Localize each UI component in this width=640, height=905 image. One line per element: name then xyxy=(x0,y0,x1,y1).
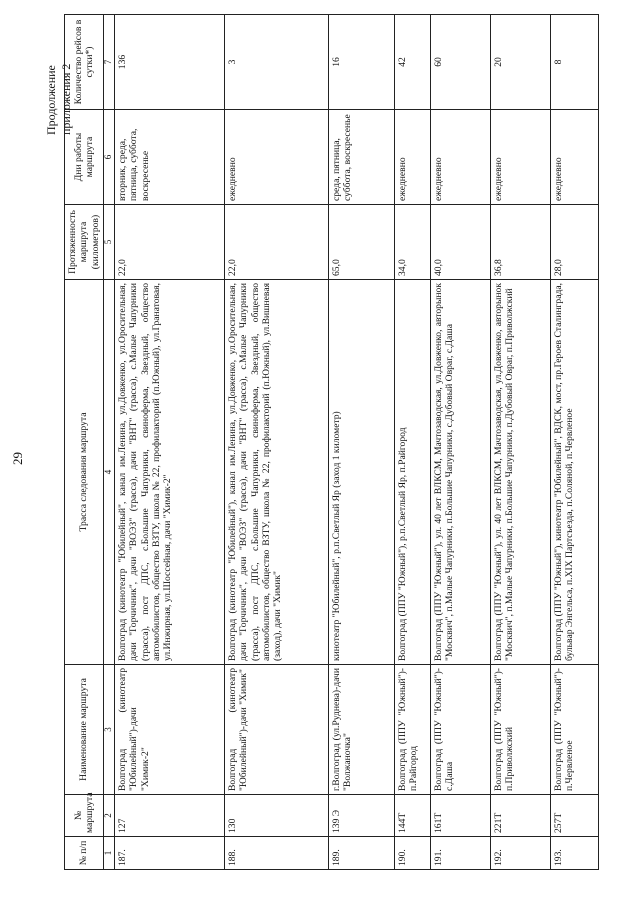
header-n-pp: № п/п xyxy=(65,837,104,870)
row-route-path: Волгоград (ППУ "Южный"), ул. 40 лет ВЛКСМ, Мачтозаводская, ул.Довженко, авторынок "Москвич", п.Малые Чапурники, п.Большие Чапурники, п.Дубовый Овраг, п.Приволжский xyxy=(490,280,550,665)
header-route-name: Наименование маршрута xyxy=(65,665,104,795)
row-trips: 16 xyxy=(328,15,394,110)
column-number: 5 xyxy=(103,205,114,280)
column-numbers-row xyxy=(103,15,114,870)
header-route-path: Трасса следования маршрута xyxy=(65,280,104,665)
row-n: 189. xyxy=(328,837,394,870)
page-number: 29 xyxy=(10,452,25,465)
row-n: 193. xyxy=(550,837,598,870)
table-row xyxy=(394,15,430,870)
row-n: 192. xyxy=(490,837,550,870)
routes-table xyxy=(64,14,599,870)
row-trips: 20 xyxy=(490,15,550,110)
column-number: 2 xyxy=(103,795,114,837)
row-route-name: Волгоград (ППУ "Южный")-п.Райгород xyxy=(394,665,430,795)
row-route-path: Волгоград (кинотеатр "Юбилейный", канал им.Ленина, ул.Довженко, ул.Оросительная, дачи "Горчичник", дачи "ВОЭЗ" (трасса), дачи "ВНТ" (трасса), с.Малые Чапурники (трасса), пост ДПС, с.Большие Чапурники, свиноферма, Звездный, общество автомобилистов, общество ВЗТУ, школа № 22, профилакторий (п.Южный), ул.Гранатовая, ул.Инжирная, ул.Шоссейная, дачи "Химик-2" xyxy=(114,280,224,665)
row-length: 34,0 xyxy=(394,205,430,280)
table-row xyxy=(114,15,224,870)
header-length: Протяженность маршрута (километров) xyxy=(65,205,104,280)
column-number: 1 xyxy=(103,837,114,870)
row-route-number: 161Т xyxy=(430,795,490,837)
row-route-number: 139 Э xyxy=(328,795,394,837)
row-days: ежедневно xyxy=(550,110,598,205)
row-days: среда, пятница, суббота, воскресенье xyxy=(328,110,394,205)
row-n: 188. xyxy=(224,837,328,870)
row-route-path: Волгоград (ППУ "Южный"), ул. 40 лет ВЛКСМ, Мачтозаводская, ул.Довженко, авторынок "Москвич", п.Малые Чапурники, п.Большие Чапурники, с.Дубовый Овраг, с.Даша xyxy=(430,280,490,665)
row-route-path: Волгоград (ППУ "Южный"), р.п.Светлый Яр, п.Райгород xyxy=(394,280,430,665)
row-n: 190. xyxy=(394,837,430,870)
row-length: 65,0 xyxy=(328,205,394,280)
column-number: 3 xyxy=(103,665,114,795)
row-length: 22,0 xyxy=(224,205,328,280)
column-number: 7 xyxy=(103,15,114,110)
row-route-name: г.Волгоград (ул.Руднева)-дачи "Волжаночка" xyxy=(328,665,394,795)
table-row xyxy=(490,15,550,870)
row-length: 36,8 xyxy=(490,205,550,280)
row-trips: 136 xyxy=(114,15,224,110)
row-route-name: Волгоград (кинотеатр "Юбилейный")-дачи "Химик" xyxy=(224,665,328,795)
table-row xyxy=(328,15,394,870)
row-route-number: 144Т xyxy=(394,795,430,837)
row-trips: 8 xyxy=(550,15,598,110)
row-route-path: Волгоград (ППУ "Южный"), кинотеатр "Юбилейный", ВДСК, мост, пр.Героев Сталинграда, бульвар Энгельса, п.XIX Партсъезда, п.Соляной, п.Червленое xyxy=(550,280,598,665)
row-route-number: 257Т xyxy=(550,795,598,837)
row-days: вторник, среда, пятница, суббота, воскресенье xyxy=(114,110,224,205)
row-n: 191. xyxy=(430,837,490,870)
row-route-name: Волгоград (кинотеатр "Юбилейный")-дачи "Химик-2" xyxy=(114,665,224,795)
row-route-path: Волгоград (кинотеатр "Юбилейный"), канал им.Ленина, ул.Довженко, ул.Оросительная, дачи "Горчичник", дачи "ВОЭЗ" (трасса), дачи "ВНТ" (трасса), с.Малые Чапурники (трасса), пост ДПС, с.Большие Чапурники, свиноферма, Звездный, общество автомобилистов, общество ВЗТУ, школа № 22, профилакторий (п.Южный), ул.Вишневая (заход), дачи "Химик" xyxy=(224,280,328,665)
header-route-number: № маршрута xyxy=(65,795,104,837)
row-trips: 60 xyxy=(430,15,490,110)
row-route-name: Волгоград (ППУ "Южный")-с.Дашa xyxy=(430,665,490,795)
table-row xyxy=(430,15,490,870)
header-trips: Количество рейсов в сутки*) xyxy=(65,15,104,110)
row-trips: 42 xyxy=(394,15,430,110)
row-n: 187. xyxy=(114,837,224,870)
row-route-name: Волгоград (ППУ "Южный")-п.Приволжский xyxy=(490,665,550,795)
row-length: 40,0 xyxy=(430,205,490,280)
row-route-number: 130 xyxy=(224,795,328,837)
row-trips: 3 xyxy=(224,15,328,110)
column-number: 6 xyxy=(103,110,114,205)
row-length: 22,0 xyxy=(114,205,224,280)
row-days: ежедневно xyxy=(224,110,328,205)
row-length: 28,0 xyxy=(550,205,598,280)
row-route-name: Волгоград (ППУ "Южный")-п.Червленое xyxy=(550,665,598,795)
row-route-number: 127 xyxy=(114,795,224,837)
row-days: ежедневно xyxy=(430,110,490,205)
continuation-label: Продолжение приложения 2 xyxy=(44,63,73,135)
row-days: ежедневно xyxy=(490,110,550,205)
row-days: ежедневно xyxy=(394,110,430,205)
row-route-path: кинотеатр "Юбилейный", р.п.Светлый Яр (заход 1 километр) xyxy=(328,280,394,665)
header-days: Дни работы маршрута xyxy=(65,110,104,205)
row-route-number: 221Т xyxy=(490,795,550,837)
column-number: 4 xyxy=(103,280,114,665)
table-row xyxy=(224,15,328,870)
table-row xyxy=(550,15,598,870)
table-header-row xyxy=(65,15,104,870)
